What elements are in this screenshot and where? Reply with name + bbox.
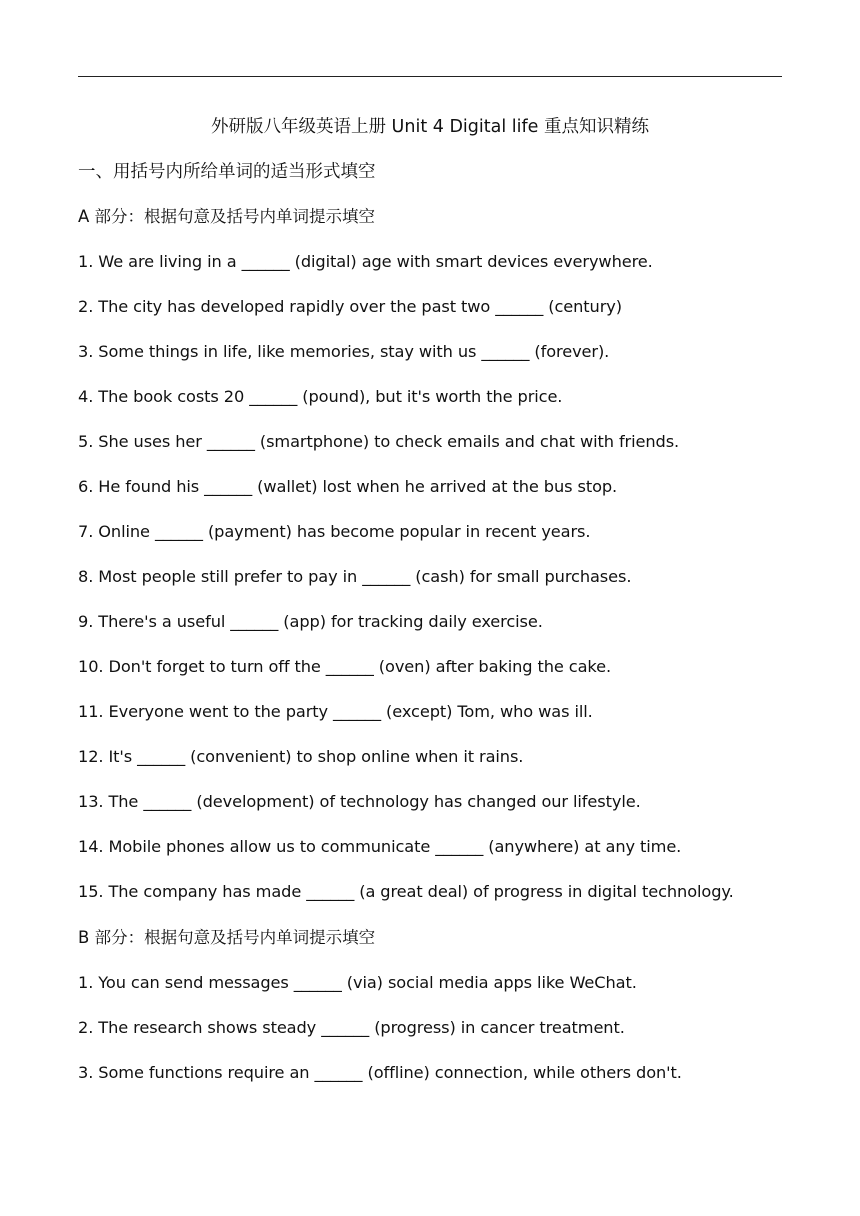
part-b-item-2: 2. The research shows steady ______ (progress) in cancer treatment. bbox=[78, 1018, 625, 1037]
part-a-item-1: 1. We are living in a ______ (digital) age with smart devices everywhere. bbox=[78, 252, 653, 271]
part-b-item-3: 3. Some functions require an ______ (offline) connection, while others don't. bbox=[78, 1063, 682, 1082]
part-a-item-9: 9. There's a useful ______ (app) for tracking daily exercise. bbox=[78, 612, 543, 631]
part-a-item-6: 6. He found his ______ (wallet) lost when he arrived at the bus stop. bbox=[78, 477, 618, 496]
part-a-item-13: 13. The ______ (development) of technology has changed our lifestyle. bbox=[78, 792, 641, 811]
part-a-item-7: 7. Online ______ (payment) has become popular in recent years. bbox=[78, 522, 591, 541]
part-a-item-5: 5. She uses her ______ (smartphone) to check emails and chat with friends. bbox=[78, 432, 680, 451]
part-a-item-15: 15. The company has made ______ (a great deal) of progress in digital technology. bbox=[78, 882, 734, 901]
part-a-item-11: 11. Everyone went to the party ______ (except) Tom, who was ill. bbox=[78, 702, 593, 721]
header-rule bbox=[78, 76, 782, 77]
document-title: 外研版八年级英语上册 Unit 4 Digital life 重点知识精练 bbox=[211, 117, 649, 137]
part-b-heading: B 部分：根据句意及括号内单词提示填空 bbox=[78, 928, 376, 947]
part-b-item-1: 1. You can send messages ______ (via) social media apps like WeChat. bbox=[78, 973, 637, 992]
part-a-item-3: 3. Some things in life, like memories, stay with us ______ (forever). bbox=[78, 342, 610, 361]
part-a-item-12: 12. It's ______ (convenient) to shop online when it rains. bbox=[78, 747, 524, 766]
part-a-item-2: 2. The city has developed rapidly over the past two ______ (century) bbox=[78, 297, 622, 316]
part-a-item-8: 8. Most people still prefer to pay in ______ (cash) for small purchases. bbox=[78, 567, 632, 586]
part-a-heading: A 部分：根据句意及括号内单词提示填空 bbox=[78, 207, 376, 226]
part-a-item-10: 10. Don't forget to turn off the ______ (oven) after baking the cake. bbox=[78, 657, 612, 676]
section-heading: 一、用括号内所给单词的适当形式填空 bbox=[78, 162, 376, 182]
part-a-item-14: 14. Mobile phones allow us to communicate ______ (anywhere) at any time. bbox=[78, 837, 682, 856]
part-a-item-4: 4. The book costs 20 ______ (pound), but it's worth the price. bbox=[78, 387, 563, 406]
